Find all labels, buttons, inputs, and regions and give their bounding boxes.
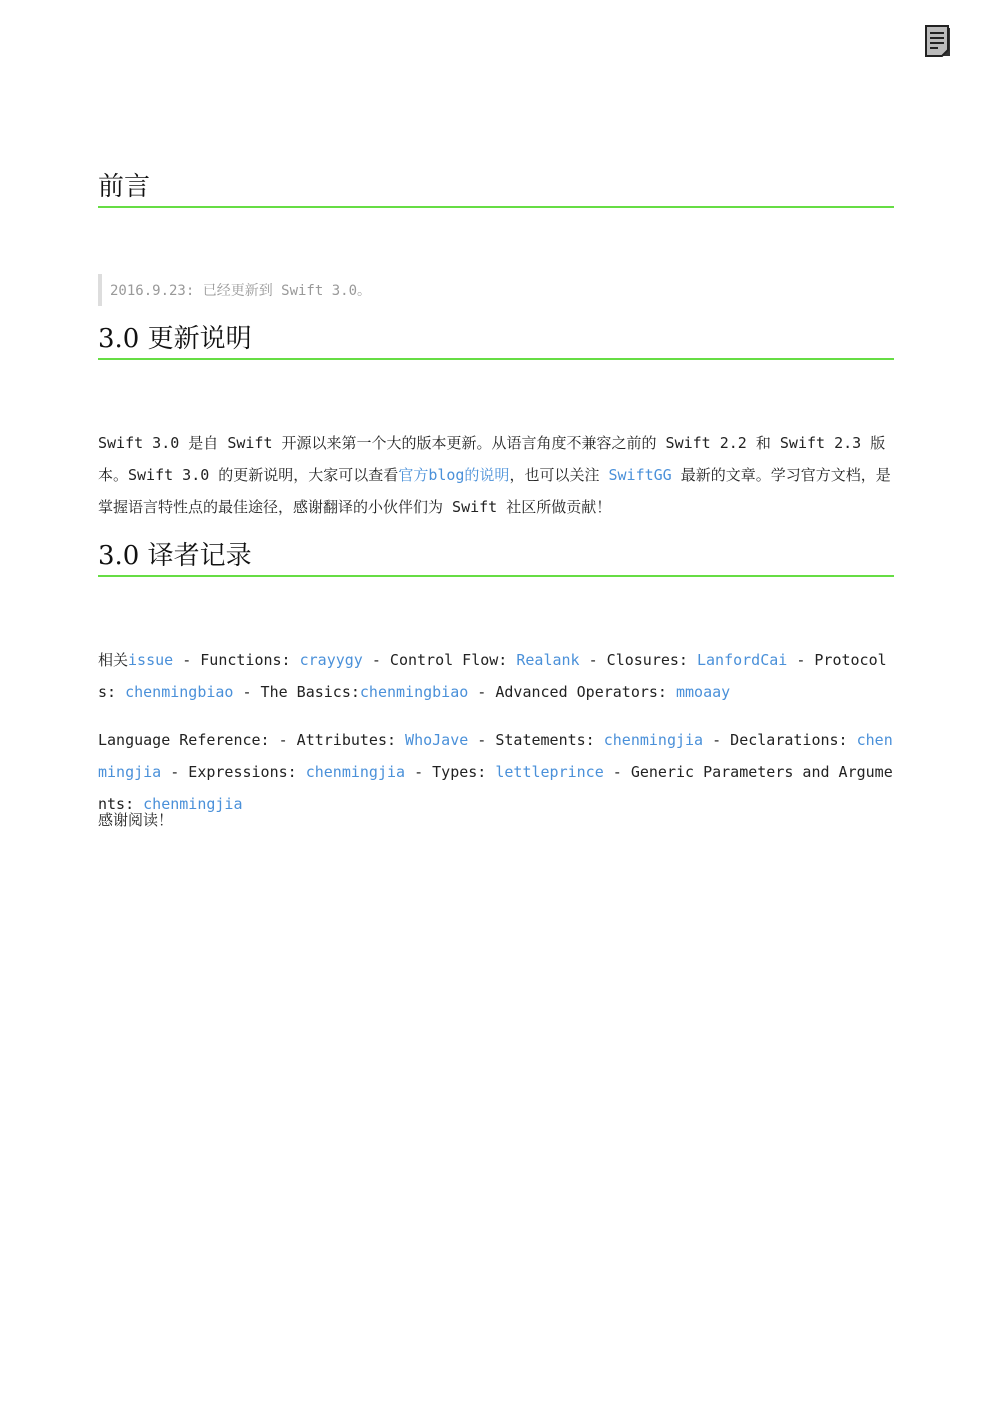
control-flow-label: - Control Flow:	[362, 651, 517, 669]
official-blog-link[interactable]: 官方blog的说明	[398, 466, 510, 484]
chenmingjia-link-expressions[interactable]: chenmingjia	[305, 763, 406, 781]
chenmingjia-link-generics[interactable]: chenmingjia	[143, 795, 243, 813]
chenmingbiao-link-protocols[interactable]: chenmingbiao	[125, 683, 234, 701]
whojave-link[interactable]: WhoJave	[405, 731, 469, 749]
thanks-text: 感谢阅读！	[98, 811, 174, 829]
update-text-1: Swift 3.0 是自 Swift 开源以来第一个大的版本更新。从语言角度不兼容之前的 Swift 2.2 和 Swift 2.3 版本。Swift 3.0 的更新说明，大家可以查看	[98, 434, 886, 484]
functions-label: - Functions:	[173, 651, 300, 669]
update-text-2: ，也可以关注	[509, 466, 609, 484]
update-heading: 3.0 更新说明	[98, 322, 894, 360]
generic-params-label: - Generic Parameters and Arguments:	[98, 763, 893, 813]
realank-link[interactable]: Realank	[516, 651, 580, 669]
crayygy-link[interactable]: crayygy	[299, 651, 363, 669]
update-text-3: 最新的文章。学习官方文档，是掌握语言特性点的最佳途径，感谢翻译的小伙伴们为 Swift 社区所做贡献！	[98, 466, 891, 516]
declarations-label: - Declarations:	[703, 731, 857, 749]
chenmingjia-link-statements[interactable]: chenmingjia	[603, 731, 704, 749]
basics-label: - The Basics:	[233, 683, 360, 701]
chenmingbiao-link-basics[interactable]: chenmingbiao	[359, 683, 469, 701]
issue-link[interactable]: issue	[128, 651, 174, 669]
mmoaay-link[interactable]: mmoaay	[676, 683, 731, 701]
attributes-label: Language Reference: - Attributes:	[98, 731, 406, 749]
document-icon[interactable]	[924, 24, 952, 58]
swiftgg-link[interactable]: SwiftGG	[608, 466, 672, 484]
preface-heading: 前言	[98, 170, 894, 208]
translators-list-1	[98, 644, 894, 708]
chenmingjia-link-declarations[interactable]: chenmingjia	[98, 731, 893, 781]
protocols-label: - Protocols:	[98, 651, 887, 701]
lettleprince-link[interactable]: lettleprince	[495, 763, 604, 781]
closures-label: - Closures:	[579, 651, 697, 669]
update-paragraph	[98, 427, 894, 523]
related-label: 相关	[98, 651, 129, 669]
expressions-label: - Expressions:	[161, 763, 306, 781]
lanfordcai-link[interactable]: LanfordCai	[696, 651, 788, 669]
update-note-quote: 2016.9.23: 已经更新到 Swift 3.0。	[98, 274, 900, 306]
statements-label: - Statements:	[468, 731, 604, 749]
advanced-operators-label: - Advanced Operators:	[468, 683, 676, 701]
types-label: - Types:	[405, 763, 496, 781]
translators-heading: 3.0 译者记录	[98, 539, 894, 577]
